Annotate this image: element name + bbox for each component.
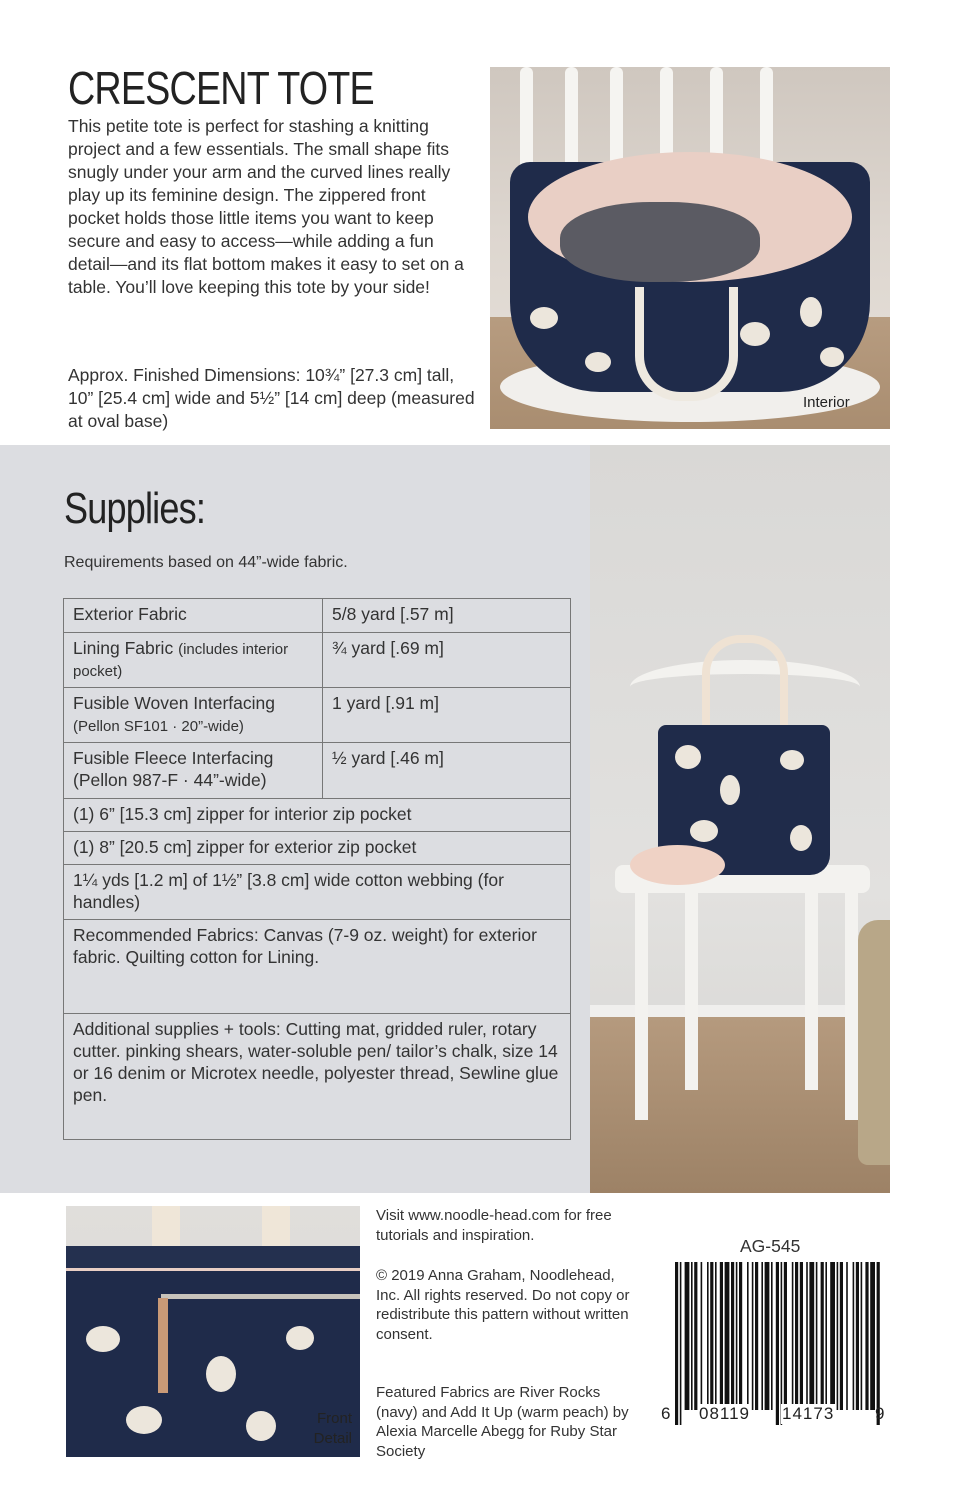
additional-supplies: Additional supplies + tools: Cutting mat, gridded ruler, rotary cutter. pinking shears, water-soluble pen/ tailor’s chalk, size 14 or 16 denim or Microtex needle, polyester thread, Sewline glue pen.	[64, 1014, 571, 1140]
barcode-bar	[840, 1262, 843, 1410]
barcode-bar	[837, 1262, 839, 1410]
barcode-bar	[771, 1262, 773, 1410]
barcode-bar	[809, 1262, 814, 1410]
barcode-bar	[725, 1262, 730, 1410]
barcode-bar	[861, 1262, 863, 1410]
barcode-bar	[761, 1262, 763, 1410]
barcode-bar	[694, 1262, 697, 1410]
barcode-digit: 08119	[699, 1404, 751, 1423]
interior-caption: Interior	[803, 394, 850, 411]
barcode-bar	[846, 1262, 848, 1410]
barcode-bar	[806, 1262, 808, 1410]
supply-note: (Pellon 987-F · 44”-wide)	[73, 770, 267, 790]
table-row	[64, 688, 571, 743]
barcode-bar	[691, 1262, 693, 1410]
supplies-heading: Supplies:	[64, 484, 206, 533]
barcode-bar	[739, 1262, 742, 1410]
supply-note: (Pellon SF101 · 20”-wide)	[73, 718, 244, 735]
table-row	[64, 1014, 571, 1140]
barcode-bar	[765, 1262, 770, 1410]
chair-photo	[590, 445, 890, 1193]
supply-note: (includes interior pocket)	[73, 641, 289, 680]
barcode-digit: 14173	[782, 1404, 835, 1423]
barcode-bar	[830, 1262, 835, 1410]
table-row	[64, 920, 571, 1014]
supply-amount: 5/8 yard [.57 m]	[323, 599, 571, 633]
barcode-bar	[800, 1262, 803, 1410]
copyright-notice: © 2019 Anna Graham, Noodlehead, Inc. All rights reserved. Do not copy or redistribute this pattern without written consent.	[376, 1267, 630, 1343]
table-row	[64, 743, 571, 799]
supply-line: (1) 8” [20.5 cm] zipper for exterior zip pocket	[64, 832, 571, 865]
fabric-requirements-note: Requirements based on 44”-wide fabric.	[64, 554, 348, 571]
barcode-bar	[865, 1262, 868, 1410]
sku-code: AG-545	[740, 1236, 801, 1256]
supply-item: Fusible Fleece Interfacing (Pellon 987-F · 44”-wide)	[64, 743, 323, 799]
barcode-bar	[755, 1262, 758, 1410]
table-row	[64, 599, 571, 633]
barcode-bar	[675, 1262, 678, 1425]
barcode-bar	[776, 1262, 779, 1425]
barcode-bar	[680, 1262, 682, 1425]
supply-line: (1) 6” [15.3 cm] zipper for interior zip pocket	[64, 799, 571, 832]
barcode-bar	[736, 1262, 738, 1410]
barcode-bar	[715, 1262, 717, 1410]
barcode-bar	[877, 1262, 880, 1425]
page-title: CRESCENT TOTE	[68, 62, 374, 114]
interior-photo	[490, 67, 890, 429]
featured-fabrics: Featured Fabrics are River Rocks (navy) and Add It Up (warm peach) by Alexia Marcelle Abegg for Ruby Star Society	[376, 1384, 629, 1460]
recommended-fabrics: Recommended Fabrics: Canvas (7-9 oz. weight) for exterior fabric. Quilting cotton for Lining.	[64, 920, 571, 1014]
barcode	[673, 1262, 883, 1425]
website-note: Visit www.noodle-head.com for free tutorials and inspiration.	[376, 1207, 612, 1244]
supply-amount: ¾ yard [.69 m]	[323, 633, 571, 688]
supply-line: 1¼ yds [1.2 m] of 1½” [3.8 cm] wide cotton webbing (for handles)	[64, 865, 571, 920]
intro-text: This petite tote is perfect for stashing a knitting project and a few essentials. The small shape fits snugly under your arm and the curved lines really play up its feminine design. The zippered front pocket holds those little items you want to keep secure and easy to access—while adding a fun detail—and its flat bottom makes it easy to set on a table. You’ll love keeping this tote by your side!	[68, 116, 464, 297]
barcode-bar	[825, 1262, 827, 1410]
supply-amount: 1 yard [.91 m]	[323, 688, 571, 743]
barcode-bar	[795, 1262, 798, 1410]
barcode-bar	[710, 1262, 713, 1410]
barcode-bar	[731, 1262, 734, 1410]
barcode-digit: 6	[661, 1404, 672, 1423]
barcode-digit: 9	[875, 1404, 886, 1423]
supply-item: Lining Fabric (includes interior pocket)	[64, 633, 323, 688]
barcode-bar	[870, 1262, 875, 1410]
supply-item: Exterior Fabric	[64, 599, 323, 633]
barcode-bar	[853, 1262, 855, 1410]
barcode-bar	[784, 1262, 787, 1410]
front-detail-caption: Front Detail	[313, 1410, 352, 1447]
finished-dimensions: Approx. Finished Dimensions: 10¾” [27.3 cm] tall, 10” [25.4 cm] wide and 5½” [14 cm] deep (measured at oval base)	[68, 365, 475, 431]
supplies-table	[63, 598, 571, 1140]
barcode-bar	[752, 1262, 754, 1410]
supply-item: Fusible Woven Interfacing (Pellon SF101 · 20”-wide)	[64, 688, 323, 743]
barcode-bar	[816, 1262, 818, 1410]
barcode-bar	[720, 1262, 723, 1410]
table-row	[64, 633, 571, 688]
barcode-bar	[685, 1262, 690, 1410]
barcode-bar	[781, 1262, 783, 1425]
barcode-bar	[856, 1262, 859, 1410]
barcode-bar	[821, 1262, 824, 1410]
table-row	[64, 865, 571, 920]
barcode-bar	[747, 1262, 749, 1410]
barcode-bar	[701, 1262, 703, 1410]
table-row	[64, 832, 571, 865]
barcode-bar	[707, 1262, 709, 1410]
table-row	[64, 799, 571, 832]
barcode-bar	[792, 1262, 794, 1410]
supply-amount: ½ yard [.46 m]	[323, 743, 571, 799]
